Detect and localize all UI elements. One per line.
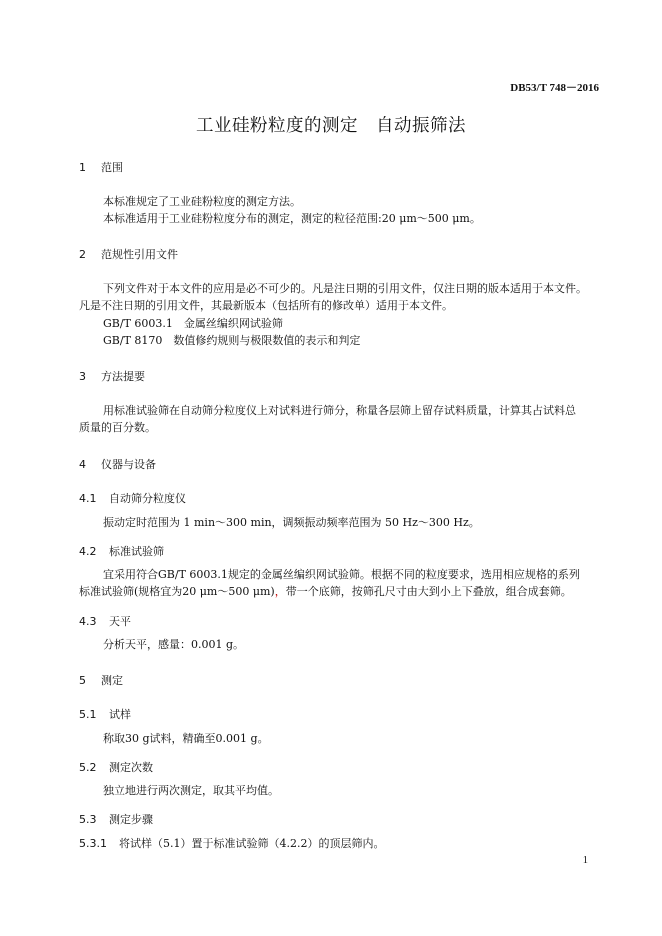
section-number: 1: [79, 161, 86, 174]
section-number: 4: [79, 458, 86, 471]
subsection-5-1-heading: [79, 706, 131, 722]
text-span: 标准试验筛(规格宜为20 μm～500 μm): [79, 585, 275, 598]
section-number: 5.3: [79, 813, 97, 826]
section-title: 标准试验筛: [109, 545, 164, 558]
section-title: 试样: [109, 708, 131, 721]
subsection-5-2-heading: [79, 759, 153, 775]
section-title: 天平: [109, 615, 131, 628]
section-2-heading: [79, 246, 178, 262]
paragraph: [79, 583, 572, 600]
section-number: 5: [79, 674, 86, 687]
section-title: 范规性引用文件: [101, 248, 178, 261]
paragraph: 分析天平，感量：0.001 g。: [103, 638, 245, 651]
section-5-heading: [79, 672, 123, 688]
highlighted-punctuation: ，: [274, 585, 286, 598]
paragraph: 本标准规定了工业硅粉粒度的测定方法。: [103, 195, 301, 208]
clause-text: 将试样（5.1）置于标准试验筛（4.2.2）的顶层筛内。: [119, 837, 385, 850]
section-number: 4.3: [79, 615, 97, 628]
subsection-4-3-heading: [79, 613, 131, 629]
reference-item: GB/T 8170 数值修约规则与极限数值的表示和判定: [103, 334, 361, 347]
paragraph: 质量的百分数。: [79, 421, 156, 434]
section-title: 仪器与设备: [101, 458, 156, 471]
section-number: 5.2: [79, 761, 97, 774]
subsection-4-1-heading: [79, 490, 186, 506]
section-title: 范围: [101, 161, 123, 174]
paragraph: 独立地进行两次测定，取其平均值。: [103, 784, 279, 797]
paragraph: 本标准适用于工业硅粉粒度分布的测定，测定的粒径范围:20 μm～500 μm。: [103, 212, 481, 225]
section-title: 测定次数: [109, 761, 153, 774]
paragraph: 凡是不注日期的引用文件，其最新版本（包括所有的修改单）适用于本文件。: [79, 299, 453, 312]
section-1-heading: [79, 159, 123, 175]
section-title: 测定: [101, 674, 123, 687]
section-title: 方法提要: [101, 370, 145, 383]
page-number: 1: [582, 855, 588, 866]
subsection-5-3-heading: [79, 811, 153, 827]
subsection-5-3-1: [79, 835, 384, 851]
paragraph: 称取30 g试料，精确至0.001 g。: [103, 732, 269, 745]
section-number: 3: [79, 370, 86, 383]
paragraph: 下列文件对于本文件的应用是必不可少的。凡是注日期的引用文件，仅注日期的版本适用于本文件。: [103, 282, 587, 295]
section-title: 测定步骤: [109, 813, 153, 826]
section-3-heading: [79, 368, 145, 384]
section-number: 4.1: [79, 492, 97, 505]
section-number: 5.3.1: [79, 837, 107, 850]
paragraph: 用标准试验筛在自动筛分粒度仪上对试料进行筛分，称量各层筛上留存试料质量，计算其占试料总: [103, 404, 576, 417]
section-title: 自动筛分粒度仪: [109, 492, 186, 505]
section-number: 2: [79, 248, 86, 261]
paragraph: 宜采用符合GB/T 6003.1规定的金属丝编织网试验筛。根据不同的粒度要求，选用相应规格的系列: [103, 568, 580, 581]
section-4-heading: [79, 456, 156, 472]
section-number: 5.1: [79, 708, 97, 721]
document-number: DB53/T 748－2016: [510, 82, 599, 94]
section-number: 4.2: [79, 545, 97, 558]
subsection-4-2-heading: [79, 543, 164, 559]
paragraph: 振动定时范围为 1 min～300 min，调频振动频率范围为 50 Hz～300 Hz。: [103, 516, 480, 529]
page-title: 工业硅粉粒度的测定 自动振筛法: [196, 116, 466, 136]
reference-item: GB/T 6003.1 金属丝编织网试验筛: [103, 317, 283, 330]
text-span: 带一个底筛，按筛孔尺寸由大到小上下叠放，组合成套筛。: [285, 585, 572, 598]
